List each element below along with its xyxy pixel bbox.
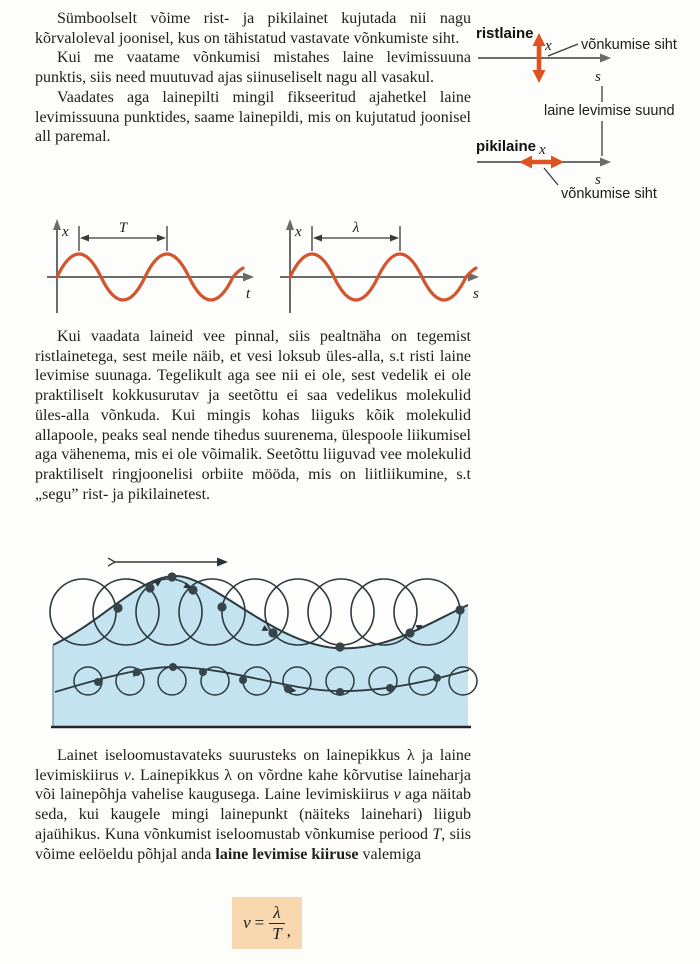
molecule-dot-small: [169, 663, 177, 671]
span-arrowhead-left-icon: [80, 235, 89, 242]
span-label: λ: [352, 220, 360, 236]
molecule-dot: [145, 583, 154, 592]
paragraph: [35, 48, 471, 87]
arrowhead-left-icon: [519, 156, 532, 169]
molecule-dot-small: [239, 676, 247, 684]
text-run: Vaadates aga lainepilti mingil fikseeritud ajahetkel laine levimissuuna punktides, saame lainepildi, mis on kujutatud joonisel all paremal.: [35, 88, 471, 146]
pikilaine-label: pikilaine: [476, 138, 537, 155]
oscillation-direction-label-bottom: võnkumise siht: [561, 186, 657, 202]
text-run: Kui vaadata laineid vee pinnal, siis pealtnäha on tegemist ristlainetega, sest meile näib, et vesi loksub üles-alla, s.t risti laine levimise suunaga. Tegelikult aga see nii ei ole, sest vedelik ei ole praktiliselt kokkusurutav ja seetõttu ei saa vedelikus molekulid üles-alla võnkuda. Kui mingis kohas liiguks kõik molekulid allapoole, peaks seal nende tihedus suurenema, ülespoole liikumisel aga vähenema, mis ei ole võimalik. Seetõttu liiguvad vee molekulid praktiliselt ringjoonelisi orbiite mööda, mis on liitliikumine, s.t „segu” rist- ja pikilainetest.: [35, 328, 471, 503]
paragraph: [35, 327, 471, 504]
water-wave-diagram: [35, 548, 475, 738]
text-run: Sümboolselt võime rist- ja pikilainet kujutada nii nagu kõrvaloleval joonisel, kus on tähistatud vastavate võnkumiste siht.: [35, 10, 471, 47]
molecule-dot: [217, 602, 226, 611]
span-label: T: [118, 220, 128, 236]
text-run: Lainet iseloomustavateks suurusteks on lainepikkus λ ja laine levimiskiirus: [35, 747, 471, 784]
x-axis-arrowhead-icon: [243, 273, 254, 282]
text-block-middle: [35, 327, 471, 504]
molecule-dot: [113, 603, 122, 612]
molecule-dot-small: [433, 674, 441, 682]
molecule-dot: [335, 642, 344, 651]
period-graph: [45, 217, 260, 319]
molecule-dot-small: [336, 688, 344, 696]
text-block-top: [35, 9, 471, 147]
x-axis-label: t: [246, 286, 251, 302]
italic-text: v: [123, 766, 131, 784]
propagation-direction-label: laine levimise suund: [544, 103, 675, 119]
x-axis-label: x: [545, 38, 552, 54]
molecule-dot: [167, 572, 176, 581]
text-run: , siis võime eelöeldu põhjal anda: [35, 825, 472, 863]
molecule-dot: [405, 628, 414, 637]
molecule-dot-small: [199, 668, 207, 676]
bold-text: laine levimise kiiruse: [215, 845, 359, 863]
arrowhead-right-icon: [551, 156, 564, 169]
molecule-dot: [268, 628, 277, 637]
arrowhead-up-icon: [533, 33, 546, 46]
paragraph: [35, 9, 471, 48]
molecule-dot: [188, 585, 197, 594]
span-arrowhead-left-icon: [313, 235, 322, 242]
formula-numerator: λ: [269, 904, 284, 924]
axis-arrowhead-icon2: [600, 158, 611, 167]
molecule-dot-small: [386, 684, 394, 692]
text-run: aga näitab seda, kui kaugele mingi lainepunkt (näiteks lainehari) liigub ajaühikus. Kuna võnkumist iseloomustab võnkumise periood: [35, 786, 472, 843]
x-axis-label: s: [473, 286, 479, 302]
s-axis-label: s: [595, 69, 601, 85]
direction-arrow-tail-icon: [108, 558, 115, 566]
text-run: . Lainepikkus λ on võrdne kahe kõrvutise laineharja või lainepõhja vahelise kaugusega. Laine levimiskiirus: [35, 766, 471, 804]
y-axis-arrowhead-icon: [53, 219, 61, 230]
paragraph: [35, 88, 471, 147]
text-block-bottom: [35, 746, 471, 864]
callout-line2: [544, 168, 558, 185]
italic-text: T: [432, 825, 442, 843]
oscillation-direction-label-top: võnkumise siht: [581, 37, 677, 53]
x-axis-label2: x: [539, 142, 546, 158]
y-axis-label: x: [295, 224, 302, 240]
span-arrowhead-right-icon: [157, 235, 166, 242]
molecule-dot: [455, 605, 464, 614]
orbit-circle: [308, 579, 374, 645]
text-run: valemiga: [358, 845, 422, 863]
molecule-dot-small: [94, 678, 102, 686]
axis-arrowhead-icon: [600, 54, 611, 63]
y-axis-arrowhead-icon: [286, 219, 294, 230]
formula-fraction: [269, 904, 284, 943]
wave-types-diagram: [474, 8, 700, 208]
direction-arrowhead-icon: [217, 558, 228, 567]
formula-comma: ,: [286, 921, 291, 940]
formula-lhs: v: [243, 913, 251, 932]
callout-line: [548, 44, 578, 56]
s-axis-label2: s: [595, 172, 601, 188]
formula-denominator: T: [272, 923, 282, 943]
paragraph: [35, 746, 471, 864]
molecule-dot-small: [284, 685, 292, 693]
italic-text: v: [393, 786, 401, 804]
y-axis-label: x: [62, 224, 69, 240]
formula-equals: =: [254, 913, 265, 932]
molecule-dot-small: [133, 668, 141, 676]
formula-box: [232, 897, 302, 949]
text-run: Kui me vaatame võnkumisi mistahes laine levimissuuna punktis, siis need muutuvad ajas siinuseliselt nagu all vasakul.: [35, 49, 471, 87]
span-arrowhead-right-icon: [390, 235, 399, 242]
water-body: [53, 576, 468, 726]
arrowhead-down-icon: [533, 70, 546, 83]
ristlaine-label: ristlaine: [476, 25, 534, 42]
wavelength-graph: [278, 217, 493, 319]
